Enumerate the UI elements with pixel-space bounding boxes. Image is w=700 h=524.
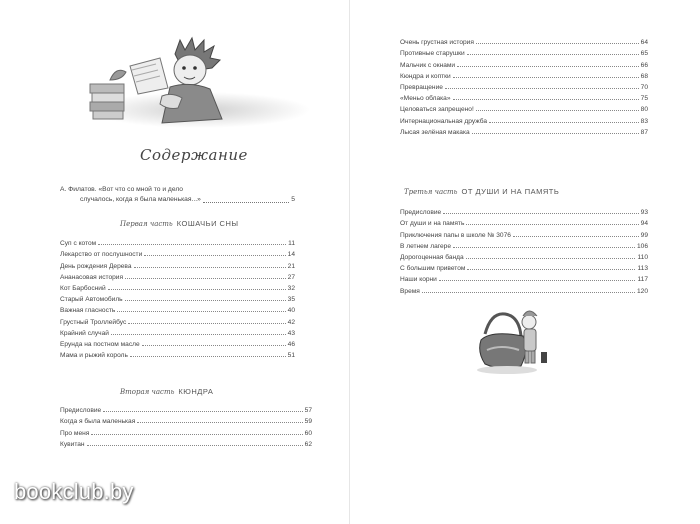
toc-row: Лекарство от послушности 14 (60, 251, 295, 259)
part1-name: КОШАЧЬИ СНЫ (176, 219, 239, 228)
part3-list (400, 205, 648, 295)
page-title: Содержание (140, 146, 248, 164)
intro-page: 5 (291, 196, 295, 203)
toc-row: Наши корни 117 (400, 276, 648, 284)
toc-row: Старый Автомобиль 35 (60, 296, 295, 304)
toc-row: День рождения Дерева 21 (60, 262, 295, 270)
part2-list (60, 403, 312, 448)
toc-row: Мальчик с окнами 66 (400, 61, 648, 69)
part3-label: Третья часть (404, 188, 458, 196)
toc-row: Лысая зелёная макака 87 (400, 128, 648, 136)
part2-heading (120, 387, 213, 396)
part3-name: ОТ ДУШИ И НА ПАМЯТЬ (461, 187, 560, 196)
toc-row: Целоваться запрещено! 80 (400, 106, 648, 114)
part3-heading (404, 187, 559, 196)
toc-row: Про меня 60 (60, 429, 312, 437)
toc-row: Ананасовая история 27 (60, 273, 295, 281)
boy-reading-illustration (70, 32, 315, 132)
part2-name: КЮНДРА (178, 387, 214, 396)
toc-row: Суп с котом 11 (60, 240, 295, 248)
intro-entry (60, 185, 295, 205)
intro-line-1: А. Филатов. «Вот что со мной то и дело (60, 186, 184, 193)
toc-row: Кувитан 62 (60, 440, 312, 448)
toc-row: В летнем лагере 106 (400, 242, 648, 250)
toc-row: Дорогоценная банда 110 (400, 253, 648, 261)
toc-row: Когда я была маленькая 59 (60, 418, 312, 426)
toc-row: Грустный Троллейбус 42 (60, 318, 295, 326)
toc-row: Важная гласность 40 (60, 307, 295, 315)
toc-row: Предисловие 57 (60, 407, 312, 415)
toc-row: Предисловие 93 (400, 209, 648, 217)
part1-label: Первая часть (120, 220, 173, 228)
part2-continued-list (400, 35, 648, 136)
part1-list (60, 236, 295, 359)
bag-and-doll-illustration (477, 300, 552, 375)
toc-row: Крайний случай 43 (60, 329, 295, 337)
right-page (350, 0, 700, 524)
toc-row: Время 120 (400, 287, 648, 295)
toc-row: Интернациональная дружба 83 (400, 117, 648, 125)
watermark-text: bookclub.by (14, 479, 134, 504)
toc-row: Мама и рыжий король 51 (60, 352, 295, 360)
toc-row: Кюндра и коптки 68 (400, 72, 648, 80)
toc-row: Ерунда на постном масле 46 (60, 340, 295, 348)
part1-heading (120, 219, 239, 228)
toc-row: Кот Барбосний 32 (60, 284, 295, 292)
toc-row: Противные старушки 65 (400, 50, 648, 58)
toc-row: Приключения папы в школе № 3076 99 (400, 231, 648, 239)
toc-row: «Меньо облака» 75 (400, 95, 648, 103)
toc-row: От души и на память 94 (400, 220, 648, 228)
toc-row: С большим приветом 113 (400, 265, 648, 273)
toc-row: Превращение 70 (400, 83, 648, 91)
toc-row: Очень грустная история 64 (400, 39, 648, 47)
intro-line-2: случалось, когда я была маленькая...» (80, 196, 201, 203)
part2-label: Вторая часть (120, 388, 175, 396)
